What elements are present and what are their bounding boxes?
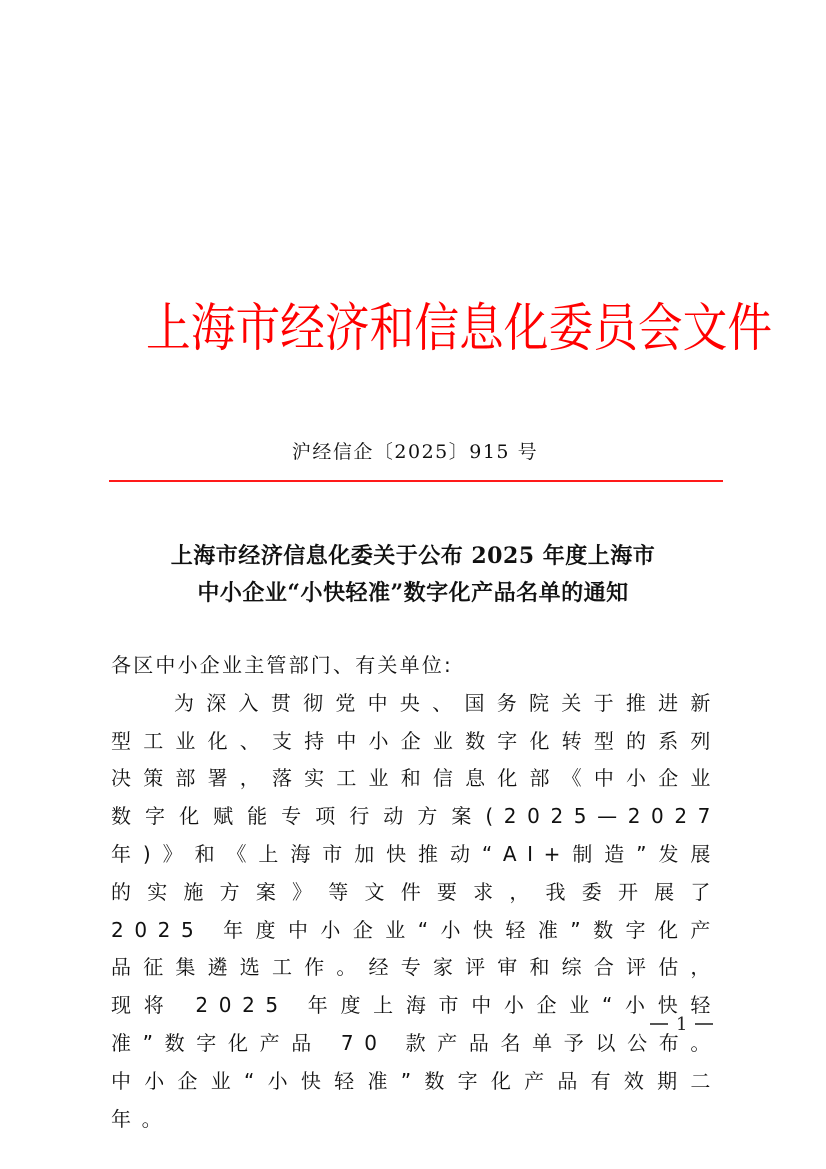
notice-title-line-2: 中小企业“小快轻准”数字化产品名单的通知 bbox=[197, 580, 629, 606]
notice-title bbox=[0, 538, 826, 612]
page-number bbox=[650, 1013, 730, 1037]
body-text bbox=[111, 647, 721, 1138]
red-divider-line bbox=[109, 480, 723, 482]
issuer-red-header: 上海市经济和信息化委员会文件 bbox=[146, 299, 773, 359]
page-number-value: 1 bbox=[676, 1014, 688, 1035]
body-paragraph: 为深入贯彻党中央、国务院关于推进新型工业化、支持中小企业数字化转型的系列决策部署，落实工业和信息化部《中小企业数字化赋能专项行动方案(2025—2027 年)》和《上海市加快推动“AI+制造”发展的实施方案》等文件要求，我委开展了 2025 年度中小企业“小快轻准”数字化产品征集遴选工作。经专家评审和综合评估，现将 2025 年度上海市中小企业“小快轻准”数字化产品 70 款产品名单予以公布。中小企业“小快轻准”数字化产品有效期二年。 bbox=[111, 690, 721, 1131]
page-number-dash-left bbox=[650, 1023, 668, 1025]
page-number-dash-right bbox=[695, 1023, 713, 1025]
notice-title-line-1: 上海市经济信息化委关于公布 2025 年度上海市 bbox=[170, 543, 656, 569]
document-number: 沪经信企〔2025〕915 号 bbox=[291, 441, 539, 463]
salutation: 各区中小企业主管部门、有关单位: bbox=[111, 653, 453, 677]
